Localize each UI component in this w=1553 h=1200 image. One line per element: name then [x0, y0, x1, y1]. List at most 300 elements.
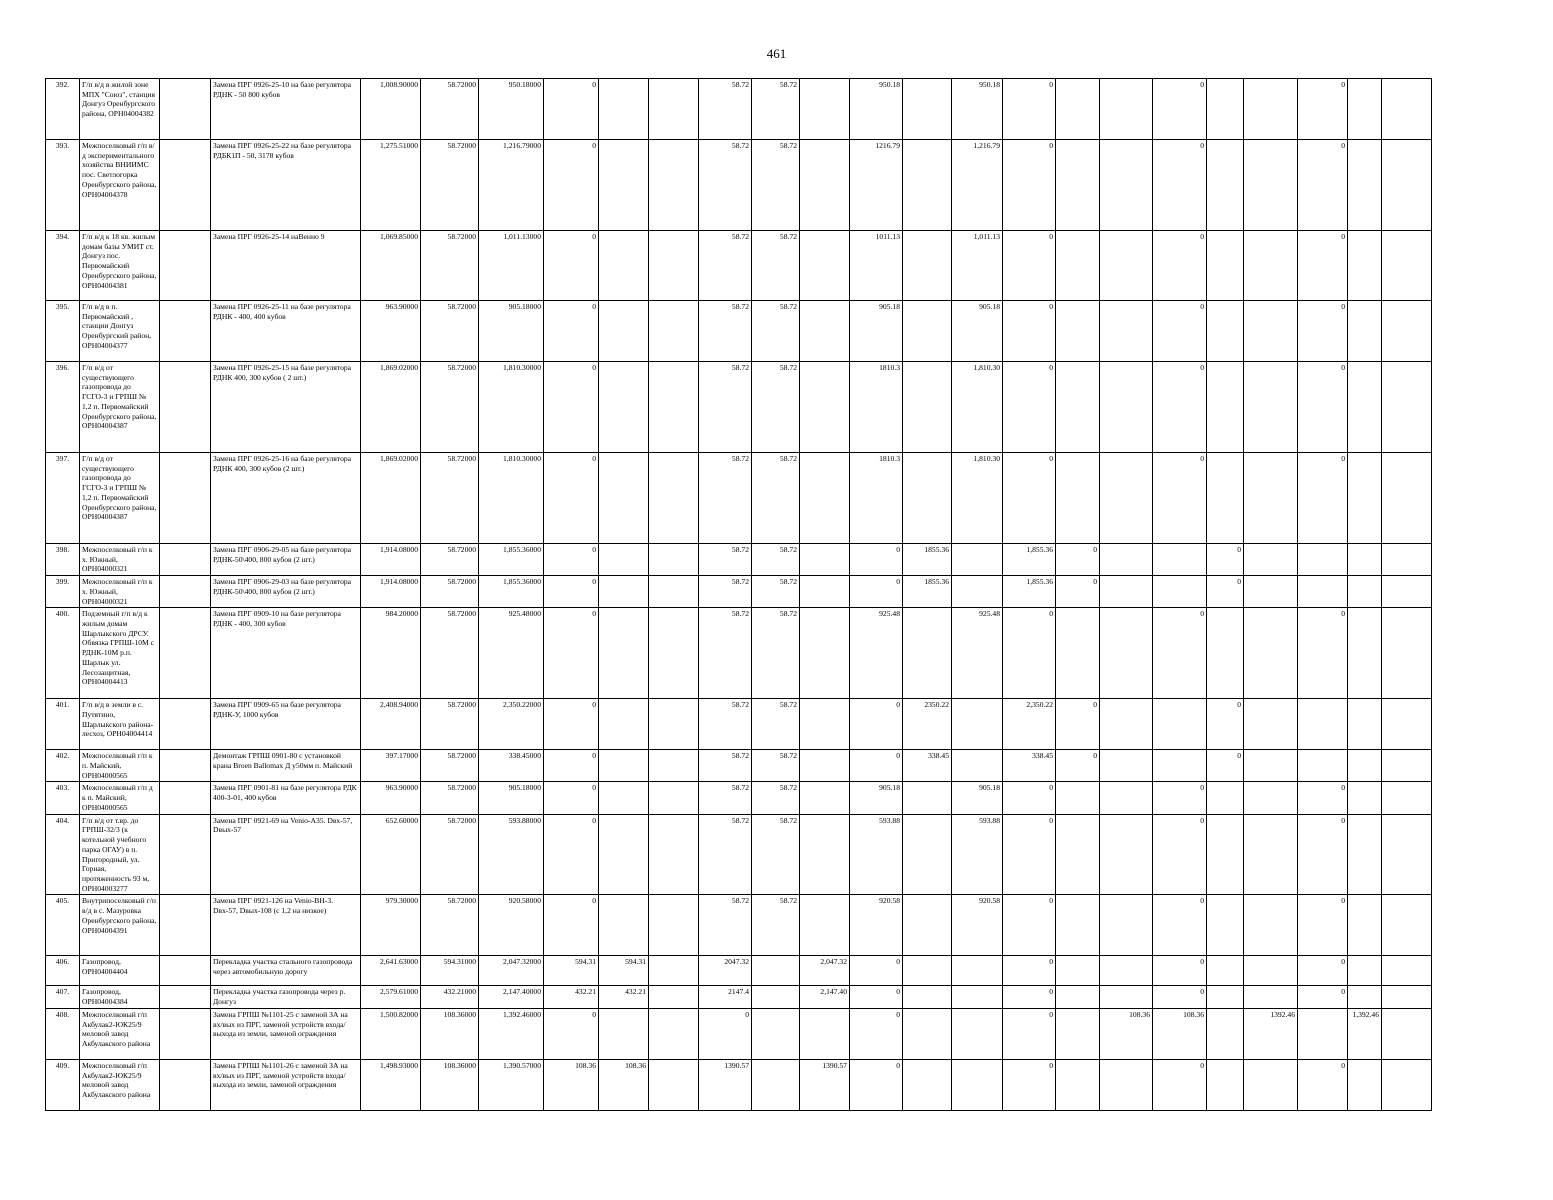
value-cell	[1100, 231, 1153, 301]
work-description: Замена ПРГ 0921-126 на Venio-BH-3. Dвх-57, Dвых-108 (с 1,2 на низкое)	[211, 895, 361, 956]
value-cell: 950.18	[952, 79, 1003, 140]
value-cell: 0	[544, 576, 599, 608]
value-cell	[903, 1008, 952, 1059]
value-cell: 0	[1003, 453, 1056, 544]
value-cell: 593.88000	[479, 814, 544, 895]
value-cell	[800, 231, 850, 301]
value-cell	[1382, 140, 1432, 231]
value-cell: 58.72	[699, 453, 752, 544]
value-cell	[1348, 231, 1382, 301]
value-cell	[1100, 544, 1153, 576]
value-cell: 979.30000	[361, 895, 421, 956]
value-cell: 397.17000	[361, 750, 421, 782]
value-cell	[649, 986, 699, 1008]
value-cell	[1348, 782, 1382, 814]
value-cell: 594.31000	[421, 956, 479, 986]
value-cell	[1382, 544, 1432, 576]
value-cell: 0	[544, 782, 599, 814]
value-cell	[1244, 301, 1298, 362]
value-cell: 0	[1298, 814, 1348, 895]
value-cell: 0	[1207, 750, 1244, 782]
value-cell	[952, 1059, 1003, 1110]
value-cell	[1207, 79, 1244, 140]
value-cell	[903, 231, 952, 301]
value-cell	[800, 576, 850, 608]
value-cell	[1100, 750, 1153, 782]
value-cell	[1382, 814, 1432, 895]
value-cell	[599, 750, 649, 782]
value-cell: 1810.3	[850, 362, 903, 453]
value-cell	[1244, 699, 1298, 750]
value-cell	[1244, 608, 1298, 699]
object-name: Межпоселковый г/п к п. Майский, ОРН04000565	[80, 750, 160, 782]
value-cell: 1390.57	[699, 1059, 752, 1110]
value-cell	[903, 140, 952, 231]
value-cell	[952, 544, 1003, 576]
table-row	[46, 301, 1432, 362]
value-cell	[800, 544, 850, 576]
value-cell	[752, 1008, 800, 1059]
value-cell	[952, 986, 1003, 1008]
row-number: 394.	[46, 231, 80, 301]
row-number: 397.	[46, 453, 80, 544]
value-cell	[1244, 453, 1298, 544]
value-cell: 1,275.51000	[361, 140, 421, 231]
value-cell	[599, 608, 649, 699]
value-cell: 0	[1298, 986, 1348, 1008]
value-cell: 338.45	[1003, 750, 1056, 782]
value-cell	[1244, 956, 1298, 986]
value-cell	[1207, 895, 1244, 956]
value-cell	[1056, 608, 1100, 699]
value-cell: 58.72000	[421, 608, 479, 699]
value-cell: 0	[1003, 1008, 1056, 1059]
value-cell: 0	[1153, 986, 1207, 1008]
value-cell	[1348, 1059, 1382, 1110]
value-cell: 58.72	[699, 608, 752, 699]
value-cell: 2,350.22000	[479, 699, 544, 750]
value-cell	[1056, 140, 1100, 231]
value-cell	[1100, 79, 1153, 140]
value-cell: 1,914.08000	[361, 576, 421, 608]
value-cell	[1207, 231, 1244, 301]
object-name: Г/п в/д от т.вр. до ГРПШ-32/3 (к котельной учебного парка ОГАУ) в п. Пригородный, ул. Горная, протяженность 93 м, ОРН04003277	[80, 814, 160, 895]
value-cell: 0	[544, 1008, 599, 1059]
value-cell	[649, 956, 699, 986]
object-name: Газопровод, ОРН04004384	[80, 986, 160, 1008]
value-cell: 0	[1003, 986, 1056, 1008]
value-cell	[1348, 301, 1382, 362]
value-cell: 1,392.46000	[479, 1008, 544, 1059]
row-number: 409.	[46, 1059, 80, 1110]
value-cell	[903, 956, 952, 986]
value-cell: 338.45000	[479, 750, 544, 782]
value-cell: 58.72	[699, 362, 752, 453]
row-number: 398.	[46, 544, 80, 576]
value-cell	[1298, 576, 1348, 608]
value-cell: 1,390.57000	[479, 1059, 544, 1110]
value-cell	[1348, 544, 1382, 576]
value-cell: 1,011.13	[952, 231, 1003, 301]
value-cell: 108.36000	[421, 1059, 479, 1110]
value-cell	[1382, 301, 1432, 362]
value-cell	[1244, 576, 1298, 608]
value-cell: 0	[544, 453, 599, 544]
value-cell: 58.72	[752, 699, 800, 750]
table-row	[46, 231, 1432, 301]
value-cell: 925.48000	[479, 608, 544, 699]
value-cell: 108.36	[544, 1059, 599, 1110]
object-name: Межпоселковый г/п в/д экспериментального хозяйства ВНИИМС пос. Светлогорка Оренбургского района, ОРН04004378	[80, 140, 160, 231]
value-cell: 905.18	[952, 782, 1003, 814]
value-cell: 0	[1003, 231, 1056, 301]
value-cell	[1298, 699, 1348, 750]
value-cell: 984.20000	[361, 608, 421, 699]
value-cell: 58.72	[752, 782, 800, 814]
value-cell: 0	[1153, 895, 1207, 956]
value-cell	[752, 1059, 800, 1110]
value-cell: 58.72	[699, 79, 752, 140]
value-cell	[649, 782, 699, 814]
value-cell: 0	[850, 986, 903, 1008]
empty-cell	[160, 231, 211, 301]
value-cell	[1244, 782, 1298, 814]
value-cell	[649, 79, 699, 140]
value-cell: 58.72	[699, 699, 752, 750]
value-cell	[903, 453, 952, 544]
value-cell: 1855.36	[903, 576, 952, 608]
work-description: Перекладка участка газопровода через р. Донгуз	[211, 986, 361, 1008]
value-cell: 0	[544, 895, 599, 956]
value-cell: 58.72000	[421, 79, 479, 140]
row-number: 406.	[46, 956, 80, 986]
value-cell: 1,498.93000	[361, 1059, 421, 1110]
value-cell: 0	[1207, 544, 1244, 576]
value-cell: 905.18	[952, 301, 1003, 362]
table-row	[46, 1008, 1432, 1059]
work-description: Замена ПРГ 0926-25-16 на базе регулятора РДНК 400, 300 кубов (2 шт.)	[211, 453, 361, 544]
value-cell: 0	[699, 1008, 752, 1059]
value-cell	[1348, 608, 1382, 699]
value-cell	[1056, 814, 1100, 895]
value-cell: 1216.79	[850, 140, 903, 231]
value-cell	[800, 301, 850, 362]
work-description: Замена ПРГ 0921-69 на Venio-A35. Dвх-57, Dвых-57	[211, 814, 361, 895]
value-cell: 108.36	[1100, 1008, 1153, 1059]
value-cell: 1,810.30000	[479, 362, 544, 453]
value-cell	[1056, 986, 1100, 1008]
value-cell	[1207, 453, 1244, 544]
value-cell	[1100, 608, 1153, 699]
value-cell	[649, 608, 699, 699]
value-cell: 0	[544, 140, 599, 231]
value-cell	[1298, 750, 1348, 782]
value-cell	[800, 608, 850, 699]
value-cell: 1,500.82000	[361, 1008, 421, 1059]
value-cell: 2,579.61000	[361, 986, 421, 1008]
value-cell: 1,008.90000	[361, 79, 421, 140]
value-cell	[649, 544, 699, 576]
value-cell	[1056, 453, 1100, 544]
value-cell	[1100, 301, 1153, 362]
value-cell: 0	[1153, 1059, 1207, 1110]
value-cell	[599, 362, 649, 453]
value-cell: 1810.3	[850, 453, 903, 544]
value-cell	[599, 782, 649, 814]
value-cell: 0	[1056, 750, 1100, 782]
value-cell	[1056, 79, 1100, 140]
value-cell: 652.60000	[361, 814, 421, 895]
value-cell: 58.72	[699, 750, 752, 782]
value-cell: 58.72	[752, 750, 800, 782]
value-cell	[599, 576, 649, 608]
value-cell: 58.72000	[421, 750, 479, 782]
object-name: Межпоселковый г/п к х. Южный, ОРН04000321	[80, 544, 160, 576]
value-cell: 108.36	[599, 1059, 649, 1110]
empty-cell	[160, 576, 211, 608]
value-cell	[599, 699, 649, 750]
value-cell: 2,147.40	[800, 986, 850, 1008]
row-number: 402.	[46, 750, 80, 782]
value-cell	[1244, 1059, 1298, 1110]
value-cell	[599, 895, 649, 956]
value-cell	[1244, 140, 1298, 231]
value-cell: 0	[1153, 956, 1207, 986]
value-cell	[1100, 453, 1153, 544]
work-description: Замена ПРГ 0926-25-15 на базе регулятора РДНК 400, 300 кубов ( 2 шт.)	[211, 362, 361, 453]
empty-cell	[160, 956, 211, 986]
value-cell: 1,914.08000	[361, 544, 421, 576]
value-cell: 0	[1153, 79, 1207, 140]
value-cell: 58.72	[752, 608, 800, 699]
empty-cell	[160, 1008, 211, 1059]
work-description: Замена ПРГ 0909-65 на базе регулятора РДНК-У, 1000 кубов	[211, 699, 361, 750]
value-cell: 1,810.30000	[479, 453, 544, 544]
value-cell	[599, 544, 649, 576]
object-name: Г/п в/д от существующего газопровода до ГСГО-3 и ГРПШ № 1,2 п. Первомайский Оренбургского района, ОРН04004387	[80, 453, 160, 544]
value-cell: 58.72	[699, 231, 752, 301]
value-cell	[1348, 140, 1382, 231]
value-cell: 0	[1153, 231, 1207, 301]
value-cell	[599, 231, 649, 301]
value-cell: 432.21	[599, 986, 649, 1008]
value-cell: 0	[1153, 140, 1207, 231]
value-cell: 0	[1153, 782, 1207, 814]
value-cell: 0	[1056, 699, 1100, 750]
value-cell: 1,869.02000	[361, 362, 421, 453]
value-cell: 58.72000	[421, 301, 479, 362]
page-number: 461	[766, 46, 787, 61]
value-cell	[1382, 79, 1432, 140]
work-description: Замена ГРПШ №1101-25 с заменой ЗА на вх/вых из ПРГ, заменой устройств входа/выхода из земли, заменой ограждения	[211, 1008, 361, 1059]
value-cell: 950.18000	[479, 79, 544, 140]
value-cell: 905.18	[850, 301, 903, 362]
value-cell	[952, 699, 1003, 750]
value-cell: 2,047.32000	[479, 956, 544, 986]
value-cell	[903, 608, 952, 699]
value-cell: 1855.36	[903, 544, 952, 576]
row-number: 403.	[46, 782, 80, 814]
value-cell: 0	[1298, 608, 1348, 699]
value-cell: 432.21	[544, 986, 599, 1008]
table-row	[46, 895, 1432, 956]
value-cell: 0	[1003, 1059, 1056, 1110]
value-cell: 0	[1207, 699, 1244, 750]
value-cell: 0	[850, 699, 903, 750]
value-cell	[1056, 1059, 1100, 1110]
value-cell	[1298, 1008, 1348, 1059]
value-cell: 0	[1153, 301, 1207, 362]
value-cell	[1382, 782, 1432, 814]
value-cell: 0	[1003, 301, 1056, 362]
value-cell: 593.88	[952, 814, 1003, 895]
value-cell: 950.18	[850, 79, 903, 140]
value-cell: 58.72	[752, 453, 800, 544]
value-cell	[1100, 895, 1153, 956]
value-cell	[1153, 699, 1207, 750]
value-cell: 58.72000	[421, 453, 479, 544]
value-cell: 1,855.36	[1003, 544, 1056, 576]
value-cell	[1348, 453, 1382, 544]
table-row	[46, 608, 1432, 699]
value-cell: 963.90000	[361, 301, 421, 362]
value-cell	[1382, 1059, 1432, 1110]
value-cell	[1382, 362, 1432, 453]
empty-cell	[160, 608, 211, 699]
value-cell: 1,392.46	[1348, 1008, 1382, 1059]
work-description: Замена ПРГ 0926-25-22 на базе регулятора РДБК1П - 50, 3178 кубов	[211, 140, 361, 231]
value-cell: 594.31	[544, 956, 599, 986]
value-cell: 0	[1207, 576, 1244, 608]
value-cell	[800, 782, 850, 814]
value-cell	[1207, 608, 1244, 699]
value-cell: 58.72	[699, 544, 752, 576]
empty-cell	[160, 544, 211, 576]
value-cell: 58.72	[699, 895, 752, 956]
empty-cell	[160, 362, 211, 453]
value-cell: 58.72	[699, 814, 752, 895]
value-cell: 1,810.30	[952, 362, 1003, 453]
value-cell	[1100, 576, 1153, 608]
value-cell	[903, 301, 952, 362]
value-cell: 58.72000	[421, 140, 479, 231]
row-number: 399.	[46, 576, 80, 608]
row-number: 393.	[46, 140, 80, 231]
value-cell: 0	[850, 1059, 903, 1110]
value-cell: 0	[1298, 956, 1348, 986]
value-cell: 58.72	[699, 140, 752, 231]
value-cell	[649, 895, 699, 956]
value-cell	[1244, 895, 1298, 956]
value-cell	[1382, 895, 1432, 956]
value-cell	[1348, 895, 1382, 956]
value-cell	[599, 1008, 649, 1059]
value-cell	[800, 362, 850, 453]
value-cell	[599, 814, 649, 895]
row-number: 400.	[46, 608, 80, 699]
value-cell	[1348, 956, 1382, 986]
value-cell	[1348, 986, 1382, 1008]
object-name: Межпоселковый г/п Акбулак2-ЮК25/9 меловой завод Акбулакского района	[80, 1059, 160, 1110]
value-cell: 0	[1298, 301, 1348, 362]
value-cell: 58.72	[752, 140, 800, 231]
value-cell: 58.72000	[421, 362, 479, 453]
value-cell: 1,216.79	[952, 140, 1003, 231]
value-cell	[800, 453, 850, 544]
value-cell: 1,869.02000	[361, 453, 421, 544]
value-cell: 0	[544, 301, 599, 362]
value-cell: 58.72	[752, 895, 800, 956]
value-cell	[1100, 362, 1153, 453]
row-number: 392.	[46, 79, 80, 140]
value-cell: 0	[1056, 576, 1100, 608]
value-cell	[1207, 782, 1244, 814]
value-cell	[1382, 608, 1432, 699]
row-number: 405.	[46, 895, 80, 956]
value-cell: 58.72	[699, 301, 752, 362]
object-name: Г/п в/д в земли в с. Путятино, Шарлыкского района-лесхоз, ОРН04004414	[80, 699, 160, 750]
value-cell	[649, 1008, 699, 1059]
value-cell	[1382, 453, 1432, 544]
value-cell	[1382, 750, 1432, 782]
value-cell: 0	[850, 544, 903, 576]
value-cell	[1348, 750, 1382, 782]
value-cell	[1244, 362, 1298, 453]
work-description: Замена ПРГ 0906-29-03 на базе регулятора РДНК-50\400, 800 кубов (2 шт.)	[211, 576, 361, 608]
value-cell: 593.88	[850, 814, 903, 895]
value-cell: 905.18000	[479, 301, 544, 362]
value-cell	[1207, 956, 1244, 986]
value-cell: 905.18000	[479, 782, 544, 814]
value-cell	[599, 301, 649, 362]
value-cell	[1056, 1008, 1100, 1059]
value-cell: 1,855.36000	[479, 544, 544, 576]
value-cell: 0	[544, 231, 599, 301]
value-cell	[1100, 782, 1153, 814]
value-cell: 338.45	[903, 750, 952, 782]
value-cell	[800, 140, 850, 231]
value-cell	[1207, 140, 1244, 231]
value-cell: 2147.4	[699, 986, 752, 1008]
value-cell	[1153, 750, 1207, 782]
empty-cell	[160, 814, 211, 895]
value-cell: 58.72000	[421, 782, 479, 814]
row-number: 408.	[46, 1008, 80, 1059]
object-name: Г/п в/д в жилой зоне МПХ "Союз", станция Донгуз Оренбургского района, ОРН04004382	[80, 79, 160, 140]
value-cell: 58.72	[699, 782, 752, 814]
table-row	[46, 362, 1432, 453]
value-cell: 2,047.32	[800, 956, 850, 986]
work-description: Замена ПРГ 0926-25-14 наВенио 9	[211, 231, 361, 301]
value-cell: 0	[1298, 1059, 1348, 1110]
value-cell: 0	[1153, 362, 1207, 453]
table-row	[46, 576, 1432, 608]
value-cell: 0	[1003, 814, 1056, 895]
value-cell: 0	[544, 608, 599, 699]
row-number: 404.	[46, 814, 80, 895]
table-row	[46, 956, 1432, 986]
value-cell: 108.36000	[421, 1008, 479, 1059]
value-cell: 0	[850, 750, 903, 782]
empty-cell	[160, 453, 211, 544]
object-name: Внутрипоселковый г/п в/д в с. Мазуровка Оренбургского района, ОРН04004391	[80, 895, 160, 956]
empty-cell	[160, 699, 211, 750]
value-cell	[1348, 576, 1382, 608]
value-cell: 58.72	[752, 544, 800, 576]
value-cell	[1207, 1008, 1244, 1059]
object-name: Г/п в/д от существующего газопровода до ГСГО-3 и ГРПШ № 1,2 п. Первомайский Оренбургского района, ОРН04004387	[80, 362, 160, 453]
value-cell	[1100, 986, 1153, 1008]
